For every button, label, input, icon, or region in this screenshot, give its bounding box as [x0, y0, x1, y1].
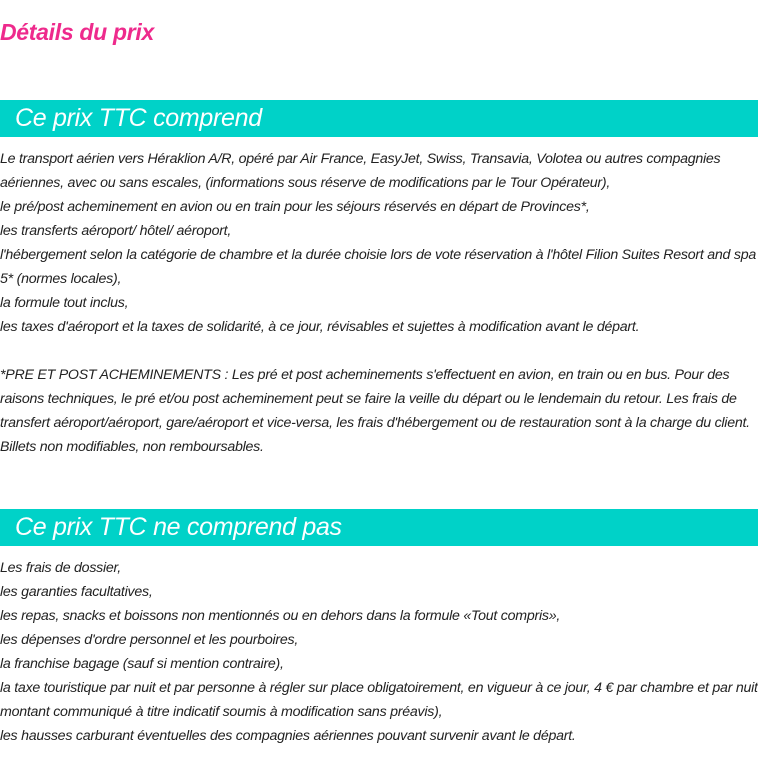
acheminement-note-text: *PRE ET POST ACHEMINEMENTS : Les pré et post acheminements s'effectuent en avion, en train ou en bus. Pour des raisons techniques, le pré et/ou post acheminement peut se faire la veille du départ ou le lendemain du retour. Les frais de transfert aéroport/aéroport, gare/aéroport et vice-versa, les frais d'hébergement ou de restauration sont à la charge du client. Billets non modifiables, non remboursables. — [0, 367, 750, 455]
excluded-item: les repas, snacks et boissons non mentionnés ou en dehors dans la formule «Tout compris», — [0, 608, 561, 624]
included-item: la formule tout inclus, — [0, 295, 129, 311]
included-item: le pré/post acheminement en avion ou en train pour les séjours réservés en départ de Provinces*, — [0, 199, 590, 215]
excluded-list — [0, 556, 758, 748]
excluded-item: les garanties facultatives, — [0, 584, 153, 600]
included-item: Le transport aérien vers Héraklion A/R, opéré par Air France, EasyJet, Swiss, Transavia, Volotea ou autres compagnies aériennes, avec ou sans escales, (informations sous réserve de modifications par le Tour Opérateur), — [0, 151, 721, 191]
included-item: les transferts aéroport/ hôtel/ aéroport, — [0, 223, 232, 239]
included-item: l'hébergement selon la catégorie de chambre et la durée choisie lors de vote réservation à l'hôtel Filion Suites Resort and spa 5* (normes locales), — [0, 247, 757, 287]
section-header-included — [0, 100, 758, 137]
section-header-excluded — [0, 509, 758, 546]
included-list — [0, 147, 758, 339]
page-title: Détails du prix — [0, 19, 154, 45]
excluded-item: Les frais de dossier, — [0, 560, 121, 576]
section-heading-included: Ce prix TTC comprend — [15, 104, 262, 132]
excluded-item: la taxe touristique par nuit et par personne à régler sur place obligatoirement, en vigueur à ce jour, 4 € par chambre et par nuit montant communiqué à titre indicatif soumis à modification sans préavis), — [0, 680, 758, 720]
section-heading-excluded: Ce prix TTC ne comprend pas — [15, 513, 342, 541]
included-item: les taxes d'aéroport et la taxes de solidarité, à ce jour, révisables et sujettes à modification avant le départ. — [0, 319, 640, 335]
excluded-item: les dépenses d'ordre personnel et les pourboires, — [0, 632, 299, 648]
excluded-item: les hausses carburant éventuelles des compagnies aériennes pouvant survenir avant le départ. — [0, 728, 576, 744]
excluded-item: la franchise bagage (sauf si mention contraire), — [0, 656, 284, 672]
acheminement-note — [0, 363, 758, 459]
